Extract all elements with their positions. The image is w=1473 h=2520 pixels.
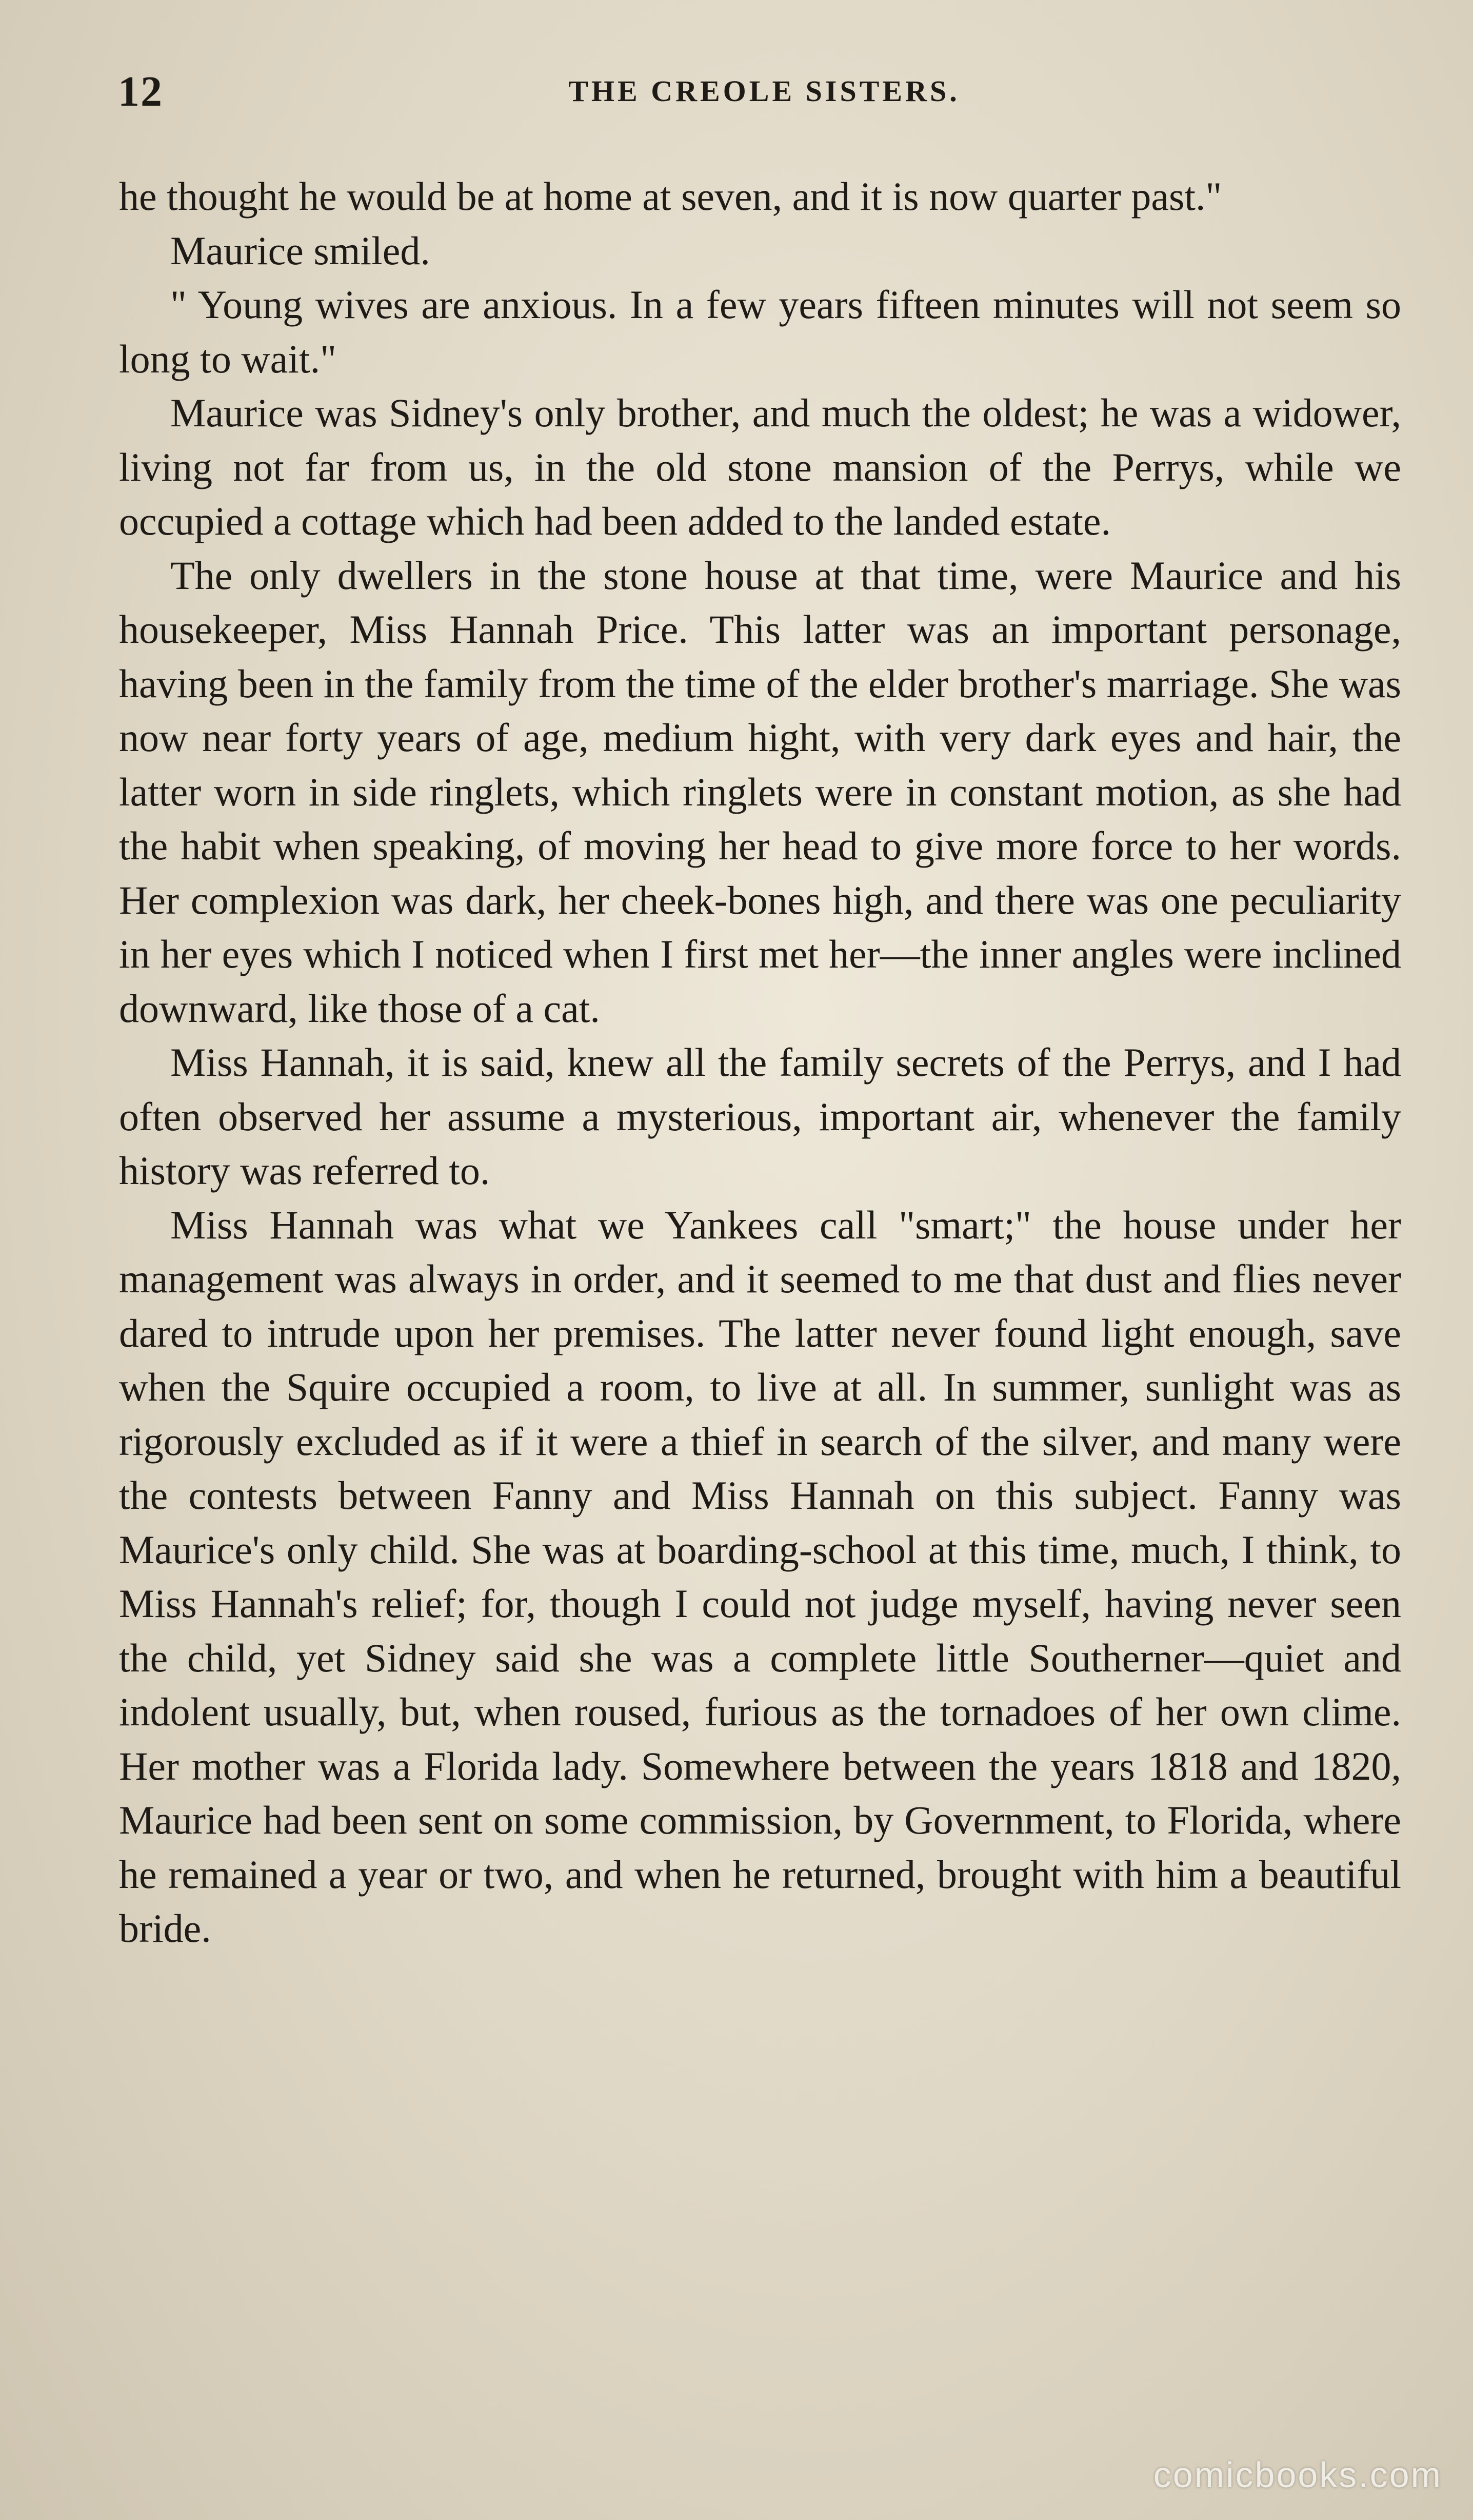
body-text	[119, 169, 1401, 1956]
paragraph: Maurice smiled.	[170, 228, 430, 273]
paragraph: Miss Hannah, it is said, knew all the family secrets of the Perrys, and I had often observed her assume a mysterious, important air, whenever the family history was referred to.	[119, 1040, 1401, 1193]
running-head: THE CREOLE SISTERS.	[568, 74, 960, 108]
page-header	[118, 67, 1410, 123]
paragraph: Maurice was Sidney's only brother, and much the oldest; he was a widower, living not far from us, in the old stone mansion of the Perrys, while we occupied a cottage which had been added to the landed estate.	[119, 390, 1401, 543]
watermark: comicbooks.com	[1153, 2455, 1442, 2495]
paragraph: he thought he would be at home at seven, and it is now quarter past."	[119, 174, 1222, 219]
paragraph: Miss Hannah was what we Yankees call "smart;" the house under her management was always in order, and it seemed to me that dust and flies never dared to intrude upon her premises. The latter never found light enough, save when the Squire occupied a room, to live at all. In summer, sunlight was as rigorously excluded as if it were a thief in search of the silver, and many were the contests between Fanny and Miss Hannah on this subject. Fanny was Maurice's only child. She was at boarding-school at this time, much, I think, to Miss Hannah's relief; for, though I could not judge myself, having never seen the child, yet Sidney said she was a complete little Southerner—quiet and indolent usually, but, when roused, furious as the tornadoes of her own clime. Her mother was a Florida lady. Somewhere between the years 1818 and 1820, Maurice had been sent on some commission, by Government, to Florida, where he remained a year or two, and when he returned, brought with him a beautiful bride.	[119, 1202, 1401, 1951]
page-number: 12	[118, 68, 163, 115]
paragraph: " Young wives are anxious. In a few years fifteen minutes will not seem so long to wait."	[119, 282, 1401, 381]
paragraph: The only dwellers in the stone house at that time, were Maurice and his housekeeper, Miss Hannah Price. This latter was an important personage, having been in the family from the time of the elder brother's marriage. She was now near forty years of age, medium hight, with very dark eyes and hair, the latter worn in side ringlets, which ringlets were in constant motion, as she had the habit when speaking, of moving her head to give more force to her words. Her complexion was dark, her cheek-bones high, and there was one peculiarity in her eyes which I noticed when I first met her—the inner angles were inclined downward, like those of a cat.	[119, 553, 1401, 1031]
